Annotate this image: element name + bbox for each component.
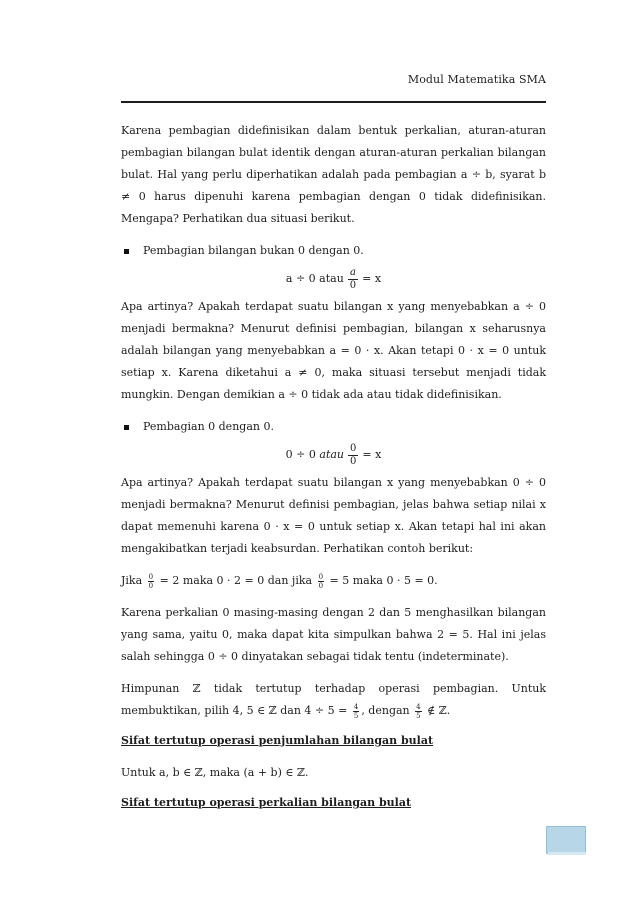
- example-fraction-1: [148, 573, 154, 590]
- intro-paragraph: Karena pembagian didefinisikan dalam bentuk perkalian, aturan-aturan pembagian bilangan bulat identik dengan aturan-aturan perkalian bilangan bulat. Hal yang perlu diperhatikan adalah pada pembagian a ÷ b, syarat b ≠ 0 harus dipenuhi karena pembagian dengan 0 tidak didefinisikan. Mengapa? Perhatikan dua situasi berikut.: [121, 124, 546, 225]
- heading-addition-closure: Sifat tertutup operasi penjumlahan bilangan bulat: [121, 734, 434, 747]
- formula-1-numerator: a: [350, 266, 356, 278]
- fraction-denominator: 0: [318, 581, 324, 590]
- example-part-c: = 5 maka 0 · 5 = 0.: [329, 574, 438, 587]
- bullet-case-2-text: Pembagian 0 dengan 0.: [143, 420, 274, 433]
- bullet-case-2: [121, 416, 546, 438]
- fraction-denominator: 5: [353, 711, 359, 720]
- running-header: Modul Matematika SMA: [407, 73, 546, 86]
- page-number-box: [546, 826, 586, 854]
- example-line: [121, 570, 546, 592]
- closure-part-b: , dengan: [361, 704, 410, 717]
- example-part-a: Jika: [121, 574, 143, 587]
- fraction-numerator: 0: [148, 572, 154, 581]
- case-2-explanation: Apa artinya? Apakah terdapat suatu bilangan x yang menyebabkan 0 ÷ 0 menjadi bermakna? Menurut definisi pembagian, jelas bahwa setiap nilai x dapat memenuhi karena 0 · x = 0 untuk setiap x. Akan tetapi hal ini akan mengakibatkan terjadi keabsurdan. Perhatikan contoh berikut:: [121, 476, 546, 555]
- formula-a-div-0: [121, 262, 546, 296]
- page-number-box-shadow: [548, 852, 586, 855]
- formula-2-left: 0 ÷ 0: [285, 448, 316, 461]
- formula-1-left: a ÷ 0 atau: [285, 272, 344, 285]
- fraction-numerator: 0: [318, 572, 324, 581]
- case-1-explanation: Apa artinya? Apakah terdapat suatu bilangan x yang menyebabkan a ÷ 0 menjadi bermakna? Menurut definisi pembagian, bilangan x seharusnya adalah bilangan yang menyebabkan a = 0 · x. Akan tetapi 0 · x = 0 untuk setiap x. Karena diketahui a ≠ 0, maka situasi tersebut menjadi tidak mungkin. Dengan demikian a ÷ 0 tidak ada atau tidak didefinisikan.: [121, 300, 546, 401]
- square-bullet-icon: [124, 425, 129, 430]
- header-rule: [121, 101, 546, 103]
- formula-1-right: = x: [362, 272, 382, 285]
- formula-2-right: = x: [362, 448, 382, 461]
- formula-2-mid: atau: [319, 448, 345, 461]
- addition-rule: Untuk a, b ∈ ℤ, maka (a + b) ∈ ℤ.: [121, 766, 309, 779]
- fraction-numerator: 4: [353, 702, 359, 711]
- bullet-case-1: [121, 240, 546, 262]
- closure-paragraph: [121, 678, 546, 722]
- closure-fraction-2: [415, 703, 421, 720]
- formula-1-denominator: 0: [349, 279, 357, 291]
- bullet-case-1-text: Pembagian bilangan bukan 0 dengan 0.: [143, 244, 364, 257]
- closure-fraction-1: [353, 703, 359, 720]
- closure-part-a: Himpunan ℤ tidak tertutup terhadap operasi pembagian. Untuk membuktikan, pilih 4, 5 ∈ ℤ dan 4 ÷ 5 =: [121, 682, 546, 717]
- conclusion-paragraph: Karena perkalian 0 masing-masing dengan 2 dan 5 menghasilkan bilangan yang sama, yaitu 0, maka dapat kita simpulkan bahwa 2 = 5. Hal ini jelas salah sehingga 0 ÷ 0 dinyatakan sebagai tidak tentu (indeterminate).: [121, 606, 546, 663]
- formula-2-denominator: 0: [350, 455, 357, 467]
- formula-2-numerator: 0: [350, 442, 357, 454]
- formula-1-fraction: [348, 267, 358, 292]
- closure-part-c: ∉ ℤ.: [427, 704, 451, 717]
- heading-multiplication-closure: Sifat tertutup operasi perkalian bilangan bulat: [121, 796, 412, 809]
- formula-0-div-0: [121, 438, 546, 472]
- example-part-b: = 2 maka 0 · 2 = 0 dan jika: [159, 574, 313, 587]
- formula-2-fraction: [348, 443, 358, 468]
- fraction-numerator: 4: [416, 702, 421, 711]
- fraction-denominator: 0: [148, 581, 154, 590]
- fraction-denominator: 5: [416, 711, 421, 720]
- square-bullet-icon: [124, 249, 129, 254]
- example-fraction-2: [318, 573, 324, 590]
- page-body: [121, 120, 546, 814]
